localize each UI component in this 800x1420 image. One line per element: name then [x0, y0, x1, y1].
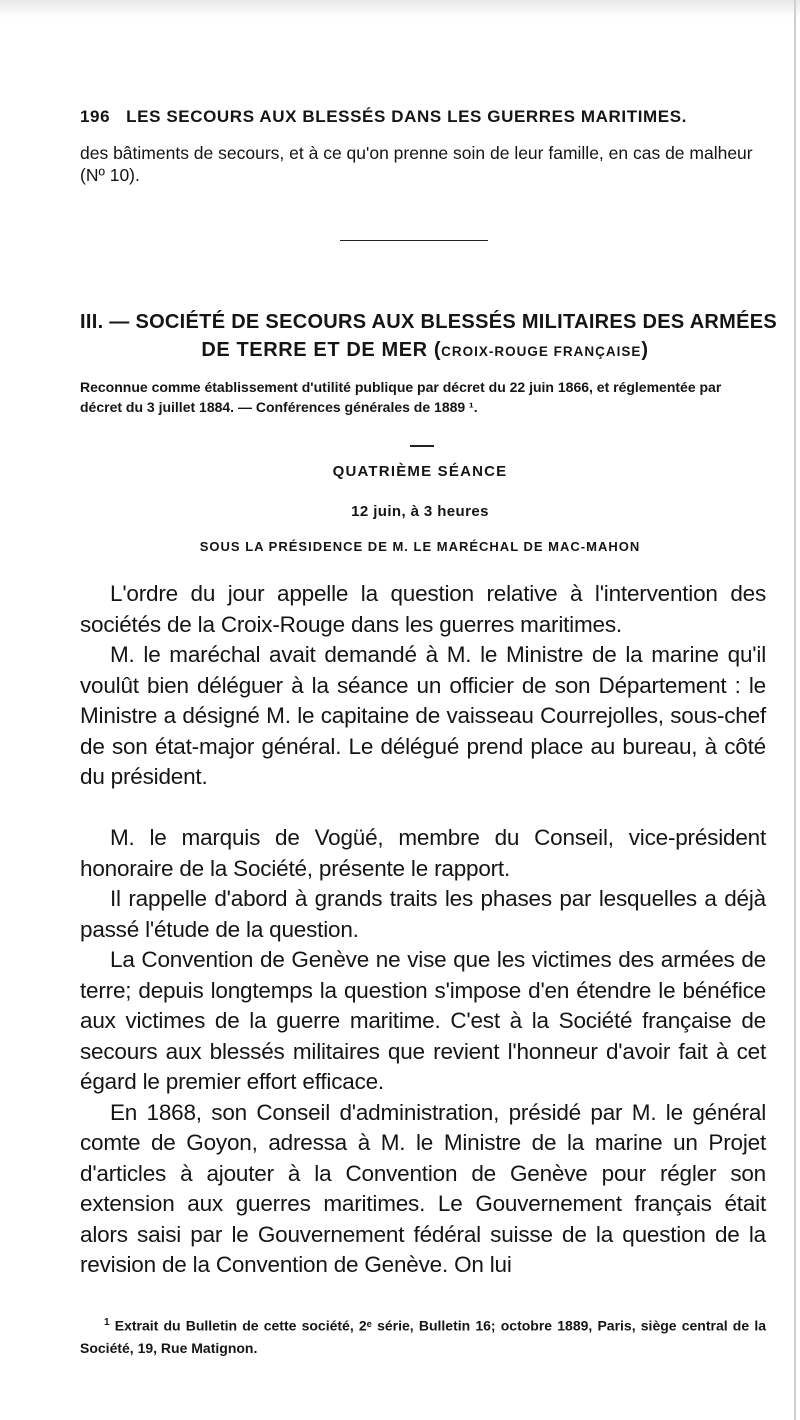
intro-text: des bâtiments de secours, et à ce qu'on prenne soin de leur famille, en cas de malheur (Nº 10).: [80, 143, 753, 185]
footnote-body: Extrait du Bulletin de cette société, 2ᵉ série, Bulletin 16; octobre 1889, Paris, siège central de la Société, 19, Rue Matignon.: [80, 1317, 766, 1356]
section-heading: [80, 308, 778, 366]
body-block-1: [80, 579, 766, 793]
scan-top-shadow: [0, 0, 800, 18]
scan-edge-line: [794, 0, 796, 1420]
short-divider: [410, 445, 434, 447]
seance-presidence: SOUS LA PRÉSIDENCE DE M. LE MARÉCHAL DE MAC-MAHON: [199, 539, 641, 554]
paragraph: M. le maréchal avait demandé à M. le Ministre de la marine qu'il voulût bien déléguer à la séance un officier de son Département : le Ministre a désigné M. le capitaine de vaisseau Courrejolles, sous-chef de son état-major général. Le délégué prend place au bureau, à côté du président.: [80, 642, 766, 789]
body-block-2: [80, 823, 766, 1281]
section-subtitle: Reconnue comme établissement d'utilité publique par décret du 22 juin 1866, et réglementée par décret du 3 juillet 1884. — Conférences générales de 1889 ¹.: [80, 379, 722, 415]
section-separator: [340, 240, 488, 241]
paragraph: Il rappelle d'abord à grands traits les phases par lesquelles a déjà passé l'étude de la question.: [80, 886, 766, 942]
paragraph: La Convention de Genève ne vise que les victimes des armées de terre; depuis longtemps la question s'impose d'en étendre le bénéfice aux victimes de la guerre maritime. C'est à la Société française de secours aux blessés militaires que revient l'honneur d'avoir fait à cet égard le premier effort efficace.: [80, 947, 766, 1094]
footnote-text: [80, 1312, 766, 1359]
heading-line2-end: ): [641, 339, 649, 361]
footnote: [80, 1312, 766, 1359]
section-heading-line1: III. — SOCIÉTÉ DE SECOURS AUX BLESSÉS MILITAIRES DES ARMÉES: [80, 311, 778, 333]
running-title: LES SECOURS AUX BLESSÉS DANS LES GUERRES MARITIMES.: [126, 107, 687, 126]
heading-line2-smallcaps: CROIX-ROUGE FRANÇAISE: [441, 344, 642, 359]
seance-title: QUATRIÈME SÉANCE: [332, 463, 508, 480]
running-head: [80, 107, 760, 127]
paragraph: En 1868, son Conseil d'administration, présidé par M. le général comte de Goyon, adressa à M. le Ministre de la marine un Projet d'articles à ajouter à la Convention de Genève pour régler son extension aux guerres maritimes. Le Gouvernement français était alors saisi par le Gouvernement fédéral suisse de la question de la revision de la Convention de Genève. On lui: [80, 1099, 766, 1277]
seance-date: 12 juin, à 3 heures: [351, 503, 489, 520]
paragraph: L'ordre du jour appelle la question relative à l'intervention des sociétés de la Croix-Rouge dans les guerres maritimes.: [80, 581, 766, 637]
footnote-marker: 1: [104, 1317, 110, 1328]
heading-line2-main: DE TERRE ET DE MER (: [201, 339, 442, 361]
page-number: 196: [80, 107, 111, 126]
section-heading-line2: [80, 336, 770, 366]
paragraph: M. le marquis de Vogüé, membre du Conseil, vice-président honoraire de la Société, présente le rapport.: [80, 825, 766, 881]
